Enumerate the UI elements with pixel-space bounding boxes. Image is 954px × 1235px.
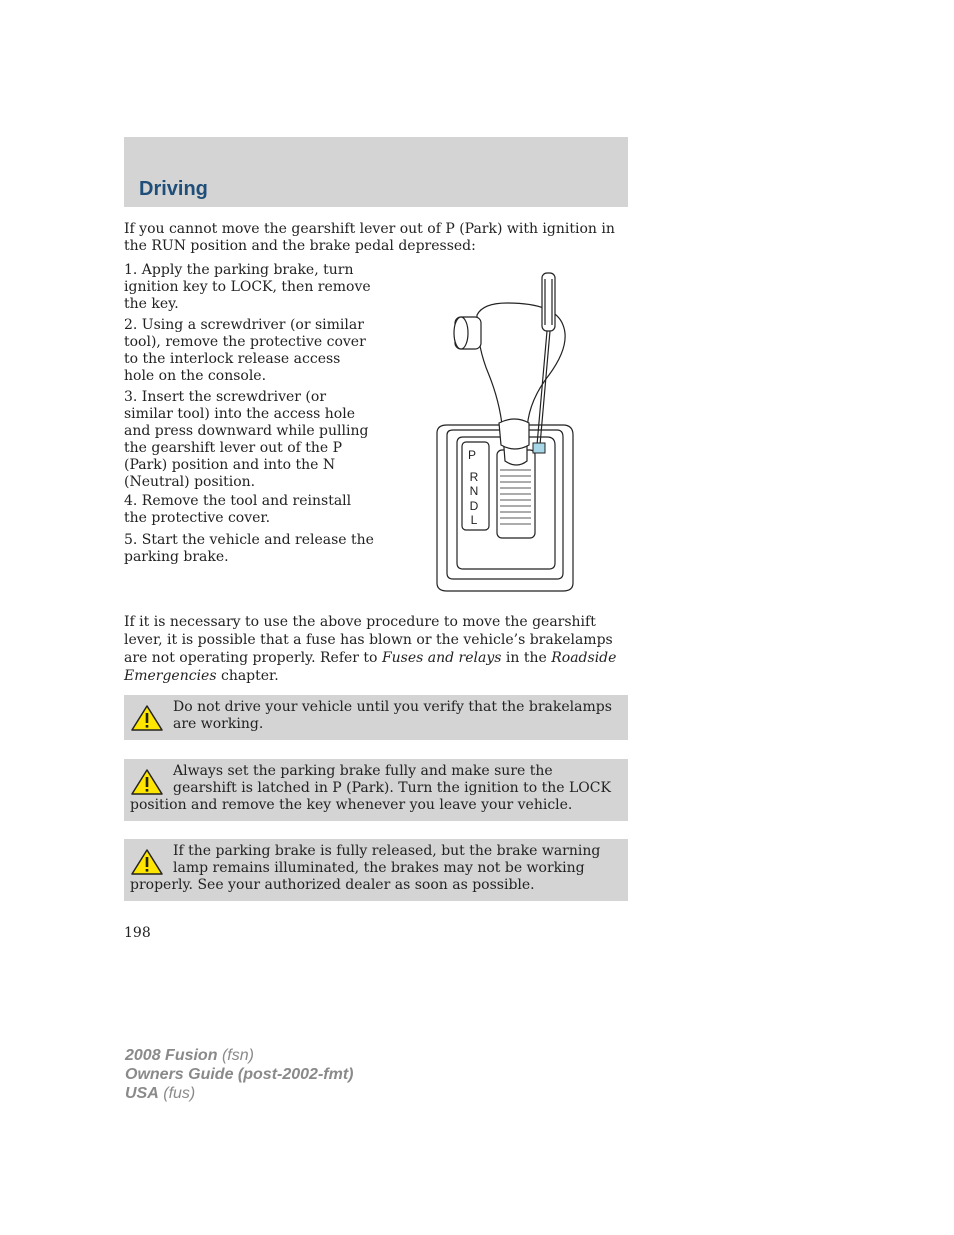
footer-region-code: (fus) (163, 1085, 196, 1102)
gearshift-interlock-illustration (425, 265, 585, 595)
footer-model-code: (fsn) (221, 1047, 254, 1064)
section-header (124, 137, 628, 207)
gear-label-r: R (469, 470, 479, 484)
followup-text-1: If it is necessary to use the above procedure to move the gearshift lever, it is possible that a fuse has blown or the vehicle’s brakelamps are not operating properly. Refer to (124, 614, 613, 666)
gear-label-n: N (469, 484, 479, 498)
warning-triangle-icon (130, 768, 164, 796)
step-3: 3. Insert the screwdriver (or similar tool) into the access hole and press downward while pulling the gearshift lever out of the P (Park) position and into the N (Neutral) position. (124, 389, 369, 490)
warning-text: Do not drive your vehicle until you verify that the brakelamps are working. (173, 699, 612, 732)
warning-box-parking-brake (124, 759, 628, 821)
section-title: Driving (139, 178, 208, 200)
warning-triangle-icon (130, 704, 164, 732)
footer-region: USA (125, 1085, 159, 1102)
step-2: 2. Using a screwdriver (or similar tool), remove the protective cover to the interlock release access hole on the console. (124, 317, 366, 384)
footer-doc-info (125, 1046, 353, 1103)
footer-guide: Owners Guide (post-2002-fmt) (125, 1066, 354, 1083)
gear-label-l: L (470, 513, 478, 527)
roadside-emergencies-reference: Roadside Emergencies (124, 650, 617, 684)
warning-box-brake-lamp (124, 839, 628, 901)
step-5: 5. Start the vehicle and release the parking brake. (124, 532, 374, 565)
gear-label-p: P (467, 448, 477, 462)
fuses-relays-reference: Fuses and relays (381, 650, 502, 666)
followup-text-2: in the (501, 650, 552, 666)
page-number: 198 (124, 925, 151, 941)
followup-paragraph (124, 613, 624, 685)
access-hole-marker (533, 443, 545, 453)
warning-text: Always set the parking brake fully and make sure the gearshift is latched in P (Park). Turn the ignition to the LOCK position and remove the key whenever you leave your vehicle. (130, 763, 611, 813)
warning-text: If the parking brake is fully released, but the brake warning lamp remains illuminated, the brakes may not be working properly. See your authorized dealer as soon as possible. (130, 843, 601, 893)
warning-box-brakelamps (124, 695, 628, 740)
warning-triangle-icon (130, 848, 164, 876)
footer-model: 2008 Fusion (125, 1047, 218, 1064)
gear-label-d: D (469, 499, 479, 513)
step-1: 1. Apply the parking brake, turn ignition key to LOCK, then remove the key. (124, 262, 371, 312)
step-4: 4. Remove the tool and reinstall the protective cover. (124, 493, 352, 526)
followup-text-3: chapter. (216, 668, 279, 684)
intro-paragraph: If you cannot move the gearshift lever out of P (Park) with ignition in the RUN position and the brake pedal depressed: (124, 221, 615, 254)
